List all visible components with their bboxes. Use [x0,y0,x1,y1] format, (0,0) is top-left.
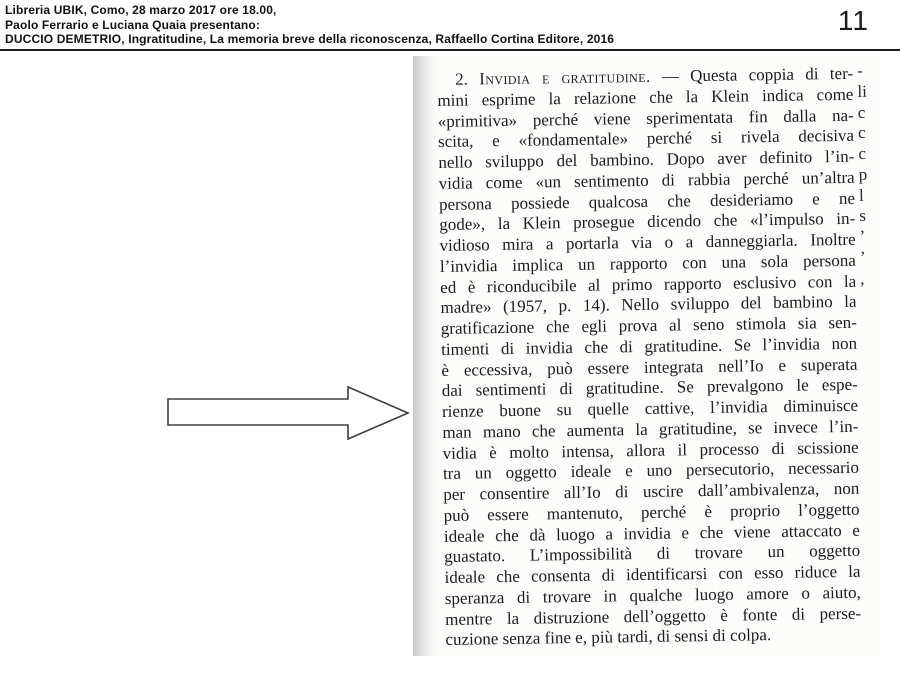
margin-fragment: ’ [859,247,866,267]
heading-rest: — Questa coppia di ter- [650,63,854,86]
text-line: l’invidia implica un rapporto con una sola persona [439,250,857,276]
text-line: vidia come «un sentimento di rabbia perché un’altra [438,167,855,193]
text-line: cuzione senza fine e, più tardi, di sensi di colpa. [445,625,772,650]
header-line-1: Libreria UBIK, Como, 28 marzo 2017 ore 18.00, [5,3,277,17]
section-heading: Invidia e gratitudine. [479,66,651,89]
text-line: mentre la distruzione dell’oggetto è fonte di perse- [445,603,862,629]
text-line: tra un oggetto ideale e uno persecutorio, necessario [442,458,860,484]
text-line: può essere mantenuto, perché è proprio l’oggetto [443,499,860,525]
text-line: è eccessiva, può essere integrata nell’Io e superata [441,354,858,380]
right-arrow-icon [160,379,420,449]
text-line: gode», la Klein prosegue dicendo che «l’impulso in- [439,209,856,235]
header-line-3: DUCCIO DEMETRIO, Ingratitudine, La memoria breve della riconoscenza, Raffaello Cortina Editore, 2016 [5,32,615,47]
margin-fragment: c [857,102,866,122]
text-line: rienze buone su quelle cattive, l’invidia diminuisce [441,395,859,421]
page-number: 11 [837,5,869,36]
text-line: ideale che dà luogo a invidia e che viene attaccato e [443,520,861,546]
scanned-book-page [413,56,881,656]
text-line: timenti di invidia che di gratitudine. Se l’invidia non [441,333,858,359]
scan-edge-shadow [413,56,437,656]
section-number: 2. [454,69,480,89]
margin-fragment: p [858,164,868,184]
text-line: gratificazione che egli prova al seno stimola sia sen- [440,312,857,338]
margin-fragment: c [858,143,867,163]
margin-fragment: , [860,268,865,288]
text-line: mini esprime la relazione che la Klein indica come [437,84,854,110]
scanned-text-column [437,64,862,651]
text-line: nello sviluppo del bambino. Dopo aver definito l’in- [438,146,855,172]
margin-fragment: li [857,81,868,101]
header-divider [0,49,900,51]
text-line: man mano che aumenta la gratitudine, se invece l’in- [442,416,859,442]
text-line: scita, e «fondamentale» perché si rivela decisiva [437,126,855,152]
document-header [5,3,614,47]
text-line: «primitiva» perché viene sperimentata fin dalla na- [437,105,854,131]
text-line: dai sentimenti di gratitudine. Se prevalgono le espe- [441,375,858,401]
text-line: madre» (1957, p. 14). Nello sviluppo del bambino la [440,292,857,318]
margin-fragment: l [858,185,864,205]
text-line: per consentire all’Io di uscire dall’ambivalenza, non [443,478,860,504]
text-line: speranza di trovare in qualche luogo amore o aiuto, [444,582,861,608]
margin-fragment: ’ [859,226,866,246]
text-line: ed è riconducibile al primo rapporto esclusivo con la [440,271,857,297]
header-line-2: Paolo Ferrario e Luciana Quaia presentano: [5,17,261,32]
margin-fragment: c [857,123,866,143]
margin-clipped-letters [857,61,870,289]
text-line: persona possiede qualcosa che desideriamo e ne [438,188,856,214]
text-line: ideale che consenta di identificarsi con esso riduce la [444,561,861,587]
text-line: guastato. L’impossibilità di trovare un oggetto [444,541,861,567]
margin-fragment: s [859,206,867,226]
text-line: vidia è molto intensa, allora il processo di scissione [442,437,859,463]
text-line: vidioso mira a portarla via o a danneggiarla. Inoltre [439,229,856,255]
margin-fragment: - [857,60,863,80]
right-arrow-outline-shape [160,379,420,449]
